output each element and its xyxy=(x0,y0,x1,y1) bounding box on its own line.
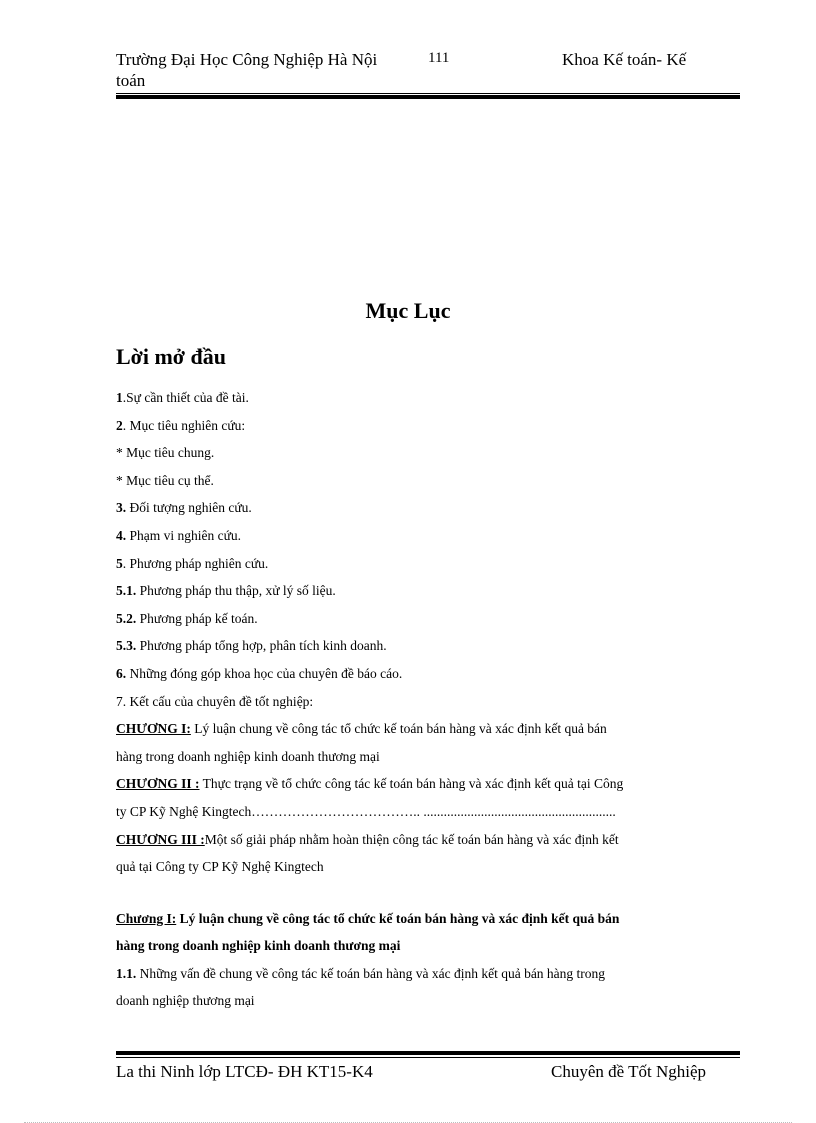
header-faculty-continued: toán xyxy=(116,71,146,90)
chapter-2-line-1 xyxy=(116,770,740,798)
item-text: Phương pháp thu thập, xử lý số liệu. xyxy=(136,583,336,599)
footer-rule-thin xyxy=(116,1057,740,1058)
footer-doc-type: Chuyên đề Tốt Nghiệp xyxy=(551,1062,707,1081)
section-text: Những vấn đề chung về công tác kế toán bán hàng và xác định kết quả bán hàng trong xyxy=(136,965,606,981)
list-item xyxy=(116,439,740,467)
header-faculty: Khoa Kế toán- Kế xyxy=(562,50,687,69)
chapter-1-text: Lý luận chung về công tác tổ chức kế toán bán hàng và xác định kết quả bán xyxy=(190,721,607,737)
chapter-3-line-1 xyxy=(116,826,740,854)
header-page-number: 111 xyxy=(428,50,450,66)
chapter-i-heading-line-2: hàng trong doanh nghiệp kinh doanh thương mại xyxy=(116,938,401,954)
chapter-1-label: CHƯƠNG I: xyxy=(116,721,191,737)
list-item xyxy=(116,494,740,522)
section-1-1-line-1 xyxy=(116,960,740,988)
page-title: Mục Lục xyxy=(365,298,451,323)
item-number: 3. xyxy=(116,500,127,516)
list-item xyxy=(116,632,740,660)
item-number: 2 xyxy=(116,417,123,433)
item-text: * Mục tiêu chung. xyxy=(116,445,215,461)
chapter-3-line-2: quả tại Công ty CP Kỹ Nghệ Kingtech xyxy=(116,859,324,875)
item-text: * Mục tiêu cụ thể. xyxy=(116,472,214,488)
header-rule-thick xyxy=(116,95,740,99)
chapter-1-line-1 xyxy=(116,715,740,743)
spacer xyxy=(116,881,740,905)
list-item xyxy=(116,688,740,716)
list-item xyxy=(116,467,740,495)
footer-rule-thick xyxy=(116,1051,740,1055)
list-item xyxy=(116,577,740,605)
item-number: 5.1. xyxy=(116,583,137,599)
item-number: 5.3. xyxy=(116,638,137,654)
list-item xyxy=(116,384,740,412)
toc-list xyxy=(116,384,740,1015)
item-number: 6. xyxy=(116,665,127,681)
header-rule-thin xyxy=(116,93,740,94)
chapter-2-text: Thực trạng về tổ chức công tác kế toán bán hàng và xác định kết quả tại Công xyxy=(199,776,624,792)
item-text: . Phương pháp nghiên cứu. xyxy=(122,555,269,571)
chapter-2-line-2: ty CP Kỹ Nghệ Kingtech……………………………….. ......................................................... xyxy=(116,803,616,819)
chapter-3-text: Một số giải pháp nhằm hoàn thiện công tác kế toán bán hàng và xác định kết xyxy=(204,831,619,847)
list-item xyxy=(116,412,740,440)
footer-author: La thi Ninh lớp LTCĐ- ĐH KT15-K4 xyxy=(116,1062,373,1081)
item-text: Phương pháp kế toán. xyxy=(136,610,258,626)
item-number: 5 xyxy=(116,555,123,571)
item-text: Phạm vi nghiên cứu. xyxy=(126,527,242,543)
chapter-i-title: Lý luận chung về công tác tổ chức kế toán bán hàng và xác định kết quả bán xyxy=(176,910,620,926)
list-item xyxy=(116,550,740,578)
chapter-3-label: CHƯƠNG III : xyxy=(116,831,205,847)
list-item xyxy=(116,605,740,633)
list-item xyxy=(116,522,740,550)
list-item xyxy=(116,660,740,688)
section-1-1-line-2: doanh nghiệp thương mại xyxy=(116,993,255,1009)
section-number: 1.1. xyxy=(116,965,137,981)
item-text: . Mục tiêu nghiên cứu: xyxy=(122,417,246,433)
item-number: 1 xyxy=(116,390,123,405)
item-number: 4. xyxy=(116,527,127,543)
item-text: Những đóng góp khoa học của chuyên đề báo cáo. xyxy=(126,665,403,681)
chapter-1-line-2: hàng trong doanh nghiệp kinh doanh thương mại xyxy=(116,748,380,764)
intro-heading: Lời mở đầu xyxy=(116,344,226,369)
chapter-2-label: CHƯƠNG II : xyxy=(116,776,200,792)
header-school: Trường Đại Học Công Nghiệp Hà Nội xyxy=(116,50,378,69)
item-number: 5.2. xyxy=(116,610,137,626)
item-text: Phương pháp tổng hợp, phân tích kinh doanh. xyxy=(136,638,387,654)
item-text: Đối tượng nghiên cứu. xyxy=(126,500,252,516)
chapter-i-label: Chương I: xyxy=(116,910,177,926)
chapter-i-heading-line-1 xyxy=(116,905,740,933)
item-text: .Sự cần thiết của đề tài. xyxy=(122,390,249,405)
item-text: 7. Kết cấu của chuyên đề tốt nghiệp: xyxy=(116,693,314,709)
